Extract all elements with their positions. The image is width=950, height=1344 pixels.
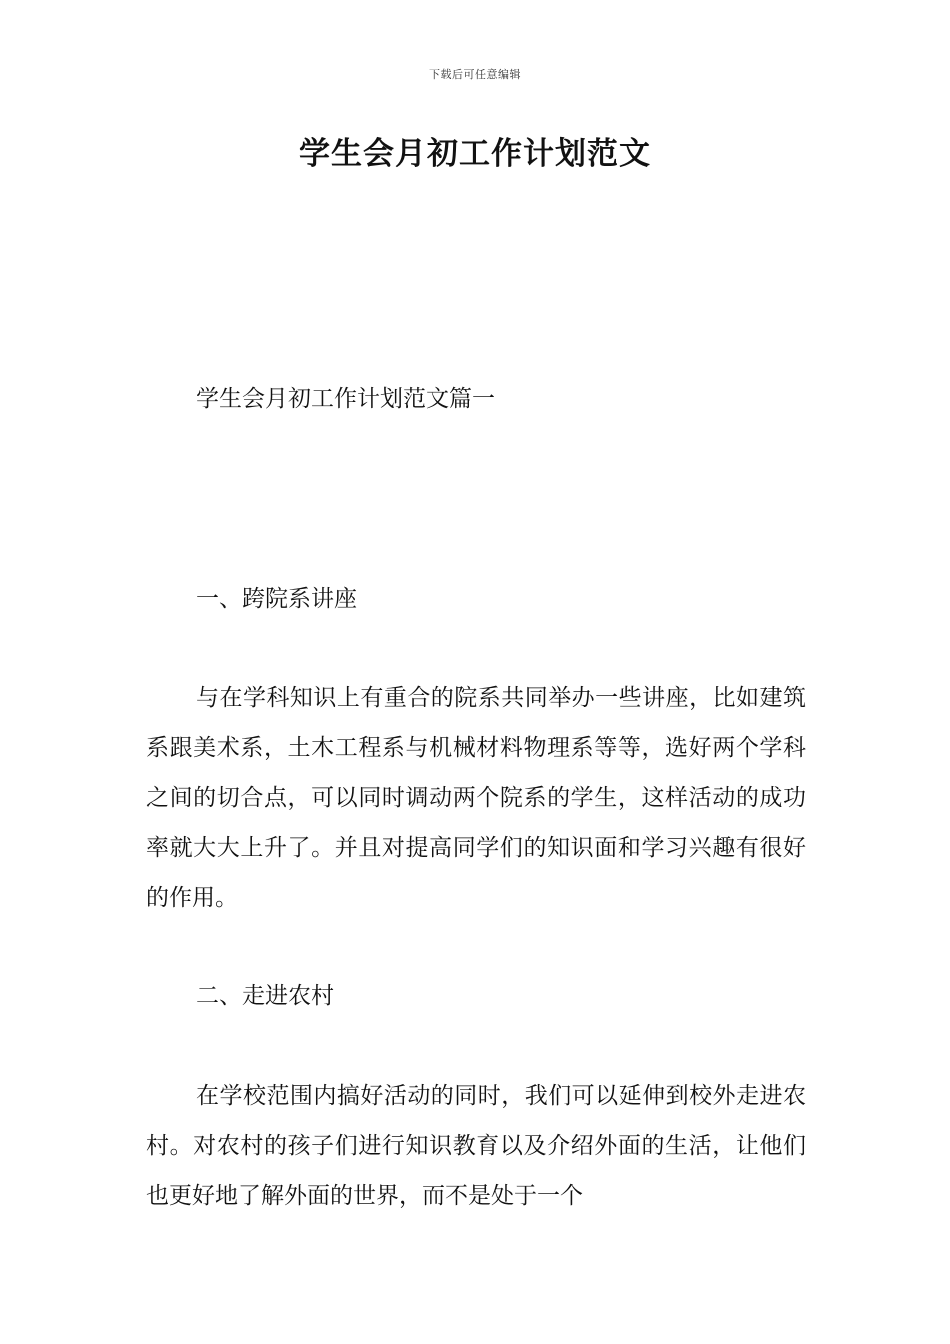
section-heading-1: 一、跨院系讲座 [196,586,357,612]
document-title: 学生会月初工作计划范文 [299,136,651,172]
section-heading-2: 二、走进农村 [196,983,334,1009]
section-paragraph-1: 与在学科知识上有重合的院系共同举办一些讲座，比如建筑系跟美术系，土木工程系与机械材料物理系等等，选好两个学科之间的切合点，可以同时调动两个院系的学生，这样活动的成功率就大大上升了。并且对提高同学们的知识面和学习兴趣有很好的作用。 [146,685,806,911]
header-note: 下载后可任意编辑 [429,68,521,81]
section-paragraph-2: 在学校范围内搞好活动的同时，我们可以延伸到校外走进农村。对农村的孩子们进行知识教育以及介绍外面的生活，让他们也更好地了解外面的世界，而不是处于一个 [146,1083,806,1209]
section-title: 学生会月初工作计划范文篇一 [196,386,495,412]
